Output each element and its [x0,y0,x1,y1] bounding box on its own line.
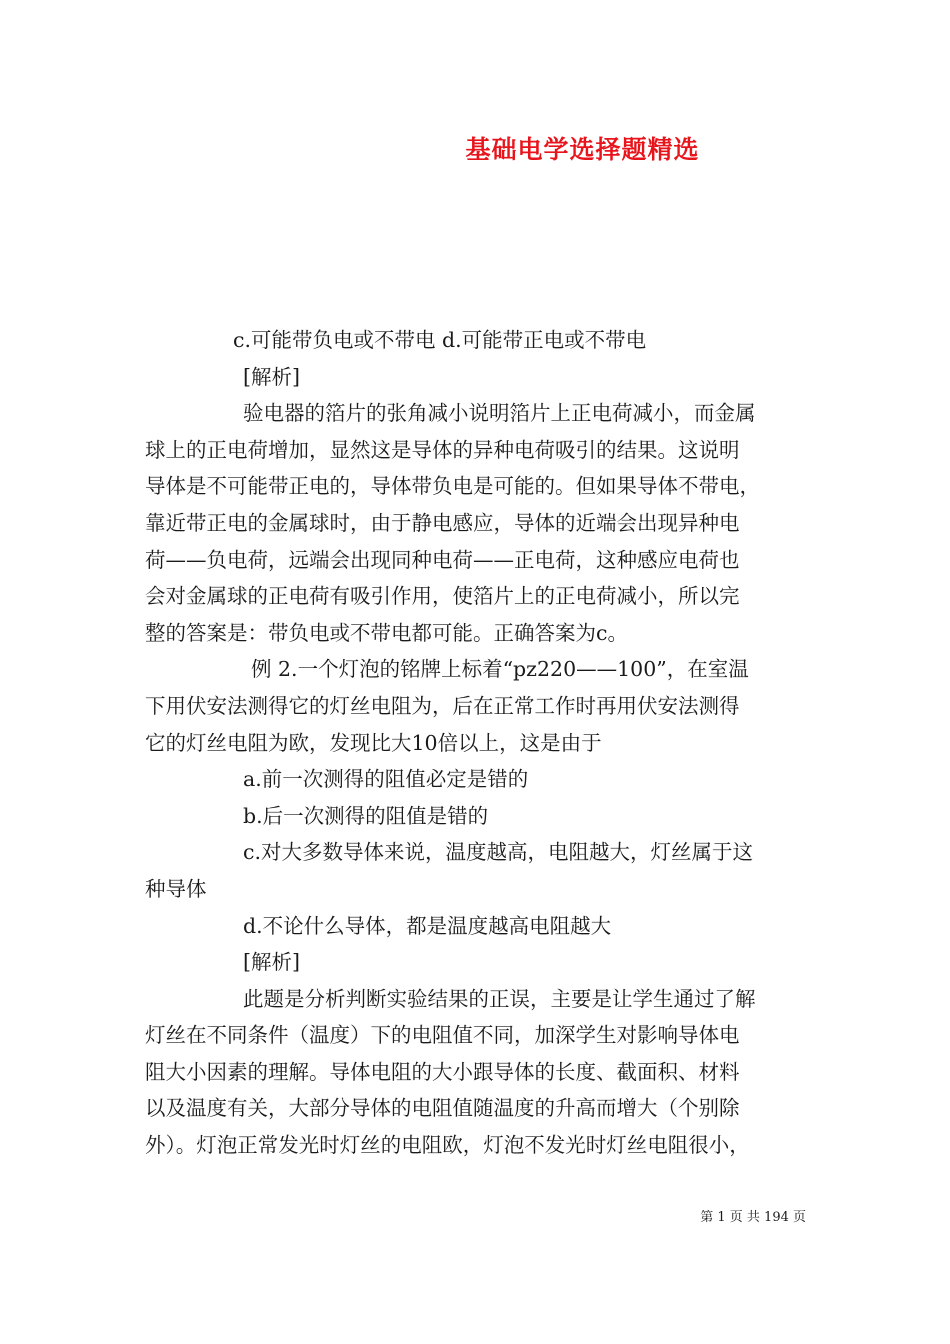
text-line: [解析] [243,950,300,975]
text-line: [解析] [243,364,300,389]
text-line: 以及温度有关，大部分导体的电阻值随温度的升高而增大（个别除 [145,1096,740,1121]
text-line: 外）。灯泡正常发光时灯丝的电阻欧，灯泡不发光时灯丝电阻很小， [145,1133,750,1158]
document-title: 基础电学选择题精选 [465,135,700,164]
text-line: 球上的正电荷增加，显然这是导体的异种电荷吸引的结果。这说明 [145,437,740,462]
text-line: 例 2.一个灯泡的铭牌上标着“pz220——100”，在室温 [251,657,749,682]
text-line: 下用伏安法测得它的灯丝电阻为，后在正常工作时再用伏安法测得 [145,693,740,718]
text-line: 此题是分析判断实验结果的正误，主要是让学生通过了解 [243,986,756,1011]
document-body [145,322,810,1164]
text-line: 整的答案是：带负电或不带电都可能。正确答案为c。 [145,620,628,645]
text-line: 荷——负电荷，远端会出现同种电荷——正电荷，这种感应电荷也 [145,547,740,572]
page-number-footer: 第 1 页 共 194 页 [700,1210,806,1225]
text-line: 灯丝在不同条件（温度）下的电阻值不同，加深学生对影响导体电 [145,1023,740,1048]
text-line: 阻大小因素的理解。导体电阻的大小跟导体的长度、截面积、材料 [145,1059,740,1084]
text-line: 验电器的箔片的张角减小说明箔片上正电荷减小，而金属 [243,401,756,426]
text-line: c.对大多数导体来说，温度越高，电阻越大，灯丝属于这 [243,840,753,865]
text-line: 种导体 [145,876,207,901]
text-line: 导体是不可能带正电的，导体带负电是可能的。但如果导体不带电， [145,474,760,499]
text-line: 会对金属球的正电荷有吸引作用，使箔片上的正电荷减小，所以完 [145,584,740,609]
text-line: b.后一次测得的阻值是错的 [243,803,489,828]
text-line: c.可能带负电或不带电 d.可能带正电或不带电 [233,328,647,352]
text-line: a.前一次测得的阻值必定是错的 [243,767,529,792]
text-line: 它的灯丝电阻为欧，发现比大10倍以上，这是由于 [145,730,602,755]
text-line: 靠近带正电的金属球时，由于静电感应，导体的近端会出现异种电 [145,510,740,535]
text-line: d.不论什么导体，都是温度越高电阻越大 [243,913,612,938]
